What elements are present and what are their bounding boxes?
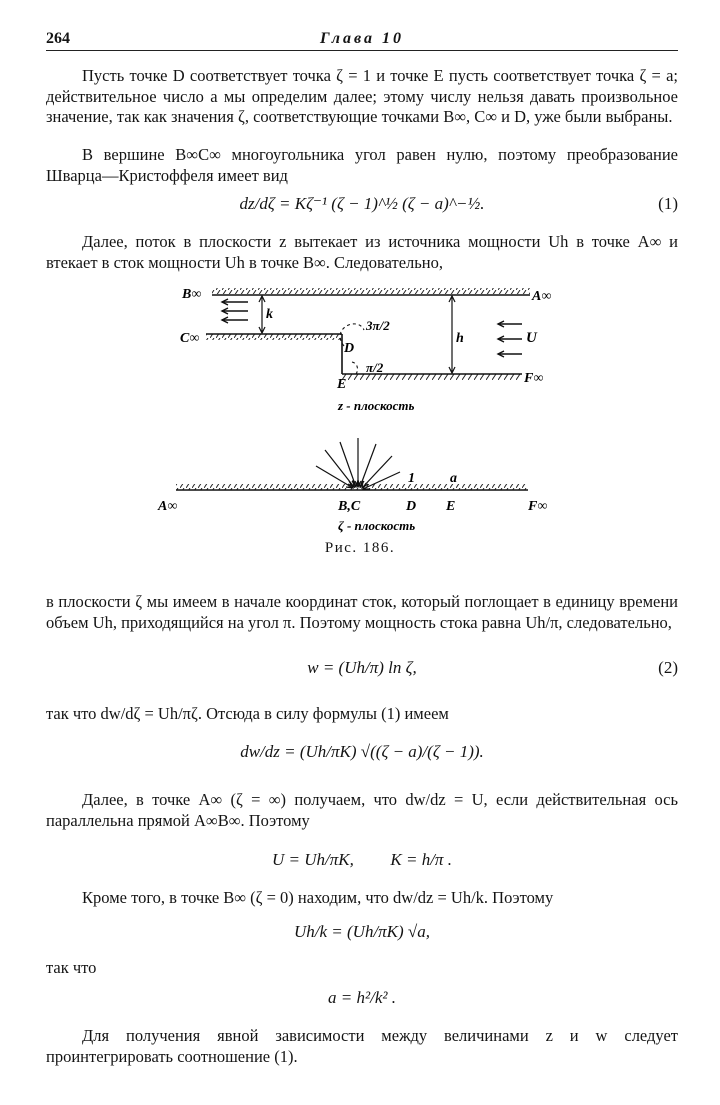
- label-U: U: [526, 330, 537, 346]
- equation-4b: K = h/π .: [390, 850, 452, 869]
- label-A-inf: A∞: [532, 289, 552, 304]
- h-dimension: [449, 296, 455, 373]
- header-rule: [46, 50, 678, 51]
- equation-5: [46, 918, 678, 948]
- equation-6-body: a = h²/k² .: [328, 988, 396, 1007]
- figure-186: [0, 278, 720, 540]
- equation-2: [46, 654, 678, 684]
- paragraph-2: В вершине B∞C∞ многоугольника угол равен нулю, поэтому преобразование Шварца—Кристоффеля имеет вид: [46, 145, 678, 185]
- label-zeta-F-inf: F∞: [528, 499, 548, 514]
- equation-4: [46, 846, 678, 876]
- label-zeta-a: a: [450, 471, 457, 486]
- left-flow-arrows: [222, 299, 248, 323]
- zeta-plane-label: ζ - плоскость: [338, 518, 416, 533]
- running-title: Глава 10: [319, 30, 405, 47]
- page-number: 264: [46, 30, 70, 47]
- label-zeta-A-inf: A∞: [158, 499, 178, 514]
- page-header: [46, 30, 678, 52]
- label-E: E: [337, 377, 347, 392]
- equation-4a: U = Uh/πK,: [272, 850, 354, 869]
- equation-3-body: dw/dz = (Uh/πK) √((ζ − a)/(ζ − 1)).: [240, 742, 484, 761]
- z-plane-top-wall: [212, 288, 530, 295]
- label-B-inf: B∞: [182, 287, 202, 302]
- paragraph-4: в плоскости ζ мы имеем в начале координат сток, который поглощает в единицу времени объем Uh, приходящийся на угол π. Поэтому мощность стока равна Uh/π, следовательно,: [46, 592, 678, 632]
- equation-6: [46, 984, 678, 1014]
- label-zeta-D: D: [406, 499, 417, 514]
- label-C-inf: C∞: [180, 331, 200, 346]
- label-D: D: [344, 341, 355, 356]
- equation-1: [46, 190, 678, 220]
- z-plane-step-wall: [206, 334, 522, 380]
- label-zeta-1: 1: [408, 471, 415, 486]
- paragraph-7: Кроме того, в точке B∞ (ζ = 0) находим, что dw/dz = Uh/k. Поэтому: [82, 888, 554, 907]
- equation-1-number: (1): [658, 194, 678, 213]
- label-angle-pi2: π/2: [366, 360, 384, 375]
- equation-2-number: (2): [658, 658, 678, 677]
- equation-4-body: [46, 850, 678, 870]
- paragraph-9: Для получения явной зависимости между величинами z и w следует проинтегрировать соотношение (1).: [46, 1026, 678, 1066]
- figure-caption: Рис. 186.: [324, 540, 396, 556]
- label-k: k: [266, 307, 273, 322]
- label-F-inf: F∞: [524, 371, 544, 386]
- label-zeta-E: E: [446, 499, 456, 514]
- paragraph-3: Далее, поток в плоскости z вытекает из источника мощности Uh в точке A∞ и втекает в сток мощности Uh в точке B∞. Следовательно,: [46, 232, 678, 272]
- equation-3: [46, 738, 678, 768]
- label-angle-3pi2: 3π/2: [366, 318, 390, 333]
- paragraph-6: Далее, в точке A∞ (ζ = ∞) получаем, что dw/dz = U, если действительная ось параллельна прямой A∞B∞. Поэтому: [46, 790, 678, 830]
- label-h: h: [456, 331, 464, 346]
- sink-arrows: [316, 438, 400, 489]
- paragraph-8: так что: [46, 958, 97, 977]
- k-dimension: [259, 296, 265, 333]
- equation-5-body: Uh/k = (Uh/πK) √a,: [293, 922, 431, 941]
- equation-2-body: w = (Uh/π) ln ζ,: [307, 658, 417, 677]
- paragraph-1: Пусть точке D соответствует точка ζ = 1 и точке E пусть соответствует точка ζ = a; действительное число a мы определим далее; этому числу нельзя давать произвольное значение, так как значения ζ, соответствующие точками B∞, C∞ и D, уже были выбраны.: [46, 66, 678, 126]
- z-plane-label: z - плоскость: [338, 398, 415, 413]
- paragraph-5: так что dw/dζ = Uh/πζ. Отсюда в силу формулы (1) имеем: [46, 704, 449, 723]
- label-zeta-BC: B,C: [338, 499, 361, 514]
- equation-1-body: dz/dζ = Kζ⁻¹ (ζ − 1)^½ (ζ − a)^−½.: [239, 194, 485, 213]
- right-flow-arrows: [498, 321, 522, 357]
